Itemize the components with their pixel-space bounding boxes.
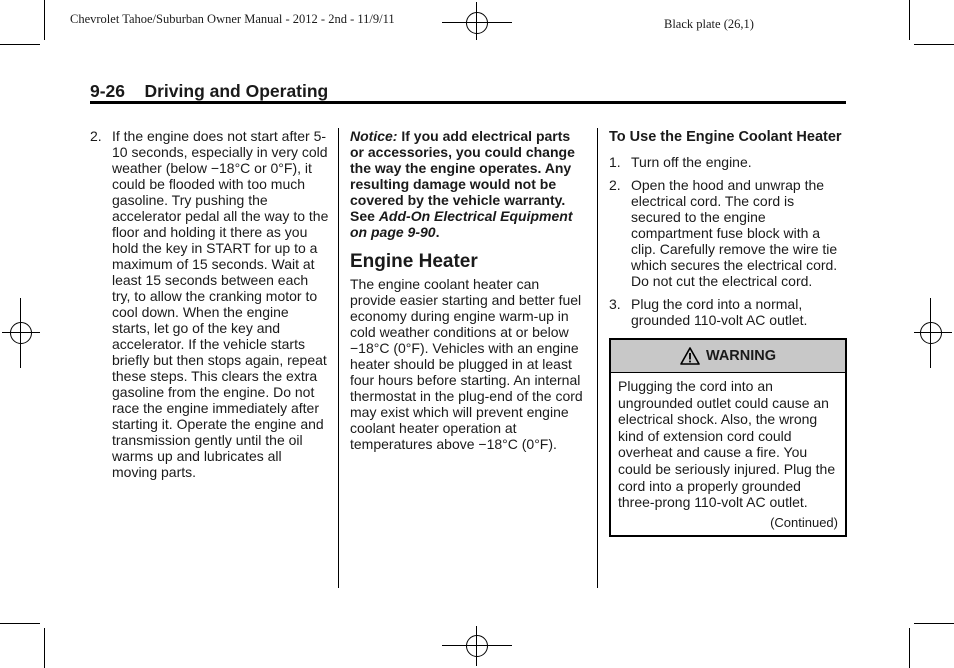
- list-item: [609, 177, 845, 289]
- continued-label: (Continued): [770, 514, 838, 530]
- list-item-number: 2.: [609, 177, 621, 193]
- warning-label: WARNING: [705, 348, 777, 364]
- warning-header: [611, 340, 845, 373]
- column-divider-2: [597, 128, 598, 588]
- list-item-text: Plug the cord into a normal, grounded 110-volt AC outlet.: [631, 296, 808, 328]
- section-name: Driving and Operating: [144, 81, 329, 101]
- list-item-text: Turn off the engine.: [631, 154, 752, 170]
- notice-end: .: [435, 224, 440, 240]
- warning-body: [611, 373, 845, 535]
- list-item: [90, 128, 330, 480]
- engine-heater-heading: Engine Heater: [350, 251, 478, 272]
- list-item-number: 3.: [609, 296, 621, 312]
- engine-heater-paragraph: The engine coolant heater can provide easier starting and better fuel economy during engine warm-up in cold weather conditions at or below −18°C (0°F). Vehicles with an engine heater should be plugged in at least four hours before starting. An internal thermostat in the plug-end of the cord may exist which will prevent engine coolant heater operation at temperatures above −18°C (0°F).: [350, 276, 583, 452]
- print-header-left: Chevrolet Tahoe/Suburban Owner Manual - 2012 - 2nd - 11/9/11: [70, 12, 395, 26]
- page-number: 9-26: [90, 81, 126, 101]
- notice-label: Notice:: [350, 128, 398, 144]
- notice: [350, 128, 585, 240]
- warning-triangle-icon: [680, 347, 700, 365]
- section-title: [90, 81, 328, 102]
- column-3: [609, 128, 845, 537]
- warning-box: [609, 338, 847, 537]
- list-item-text: If the engine does not start after 5-10 seconds, especially in very cold weather (below −18°C or 0°F), it could be flooded with too much gasoline. Try pushing the accelerator pedal all the way to the floor and holding it there as you hold the key in START for up to a maximum of 15 seconds. Wait at least 15 seconds between each try, to allow the cranking motor to cool down. When the engine starts, let go of the key and accelerator. If the vehicle starts briefly but then stops again, repeat these steps. This clears the extra gasoline from the engine. Do not race the engine immediately after starting it. Operate the engine and transmission gently until the oil warms up and lubricates all moving parts.: [112, 128, 329, 480]
- column-divider-1: [338, 128, 339, 588]
- list-item-number: 2.: [90, 128, 102, 144]
- list-item: [609, 296, 845, 328]
- section-rule: [90, 101, 846, 104]
- column-2: [350, 128, 585, 452]
- warning-text: Plugging the cord into an ungrounded outlet could cause an electrical shock. Also, the wrong kind of extension cord could overheat and cause a fire. You could be seriously injured. Plug the cord into a properly grounded three-prong 110-volt AC outlet.: [618, 378, 836, 511]
- list-item: [609, 154, 845, 170]
- notice-cross-reference: Add-On Electrical Equipment on page 9-90: [350, 208, 573, 240]
- list-item-text: Open the hood and unwrap the electrical cord. The cord is secured to the engine compartment fuse block with a clip. Carefully remove the wire tie which secures the electrical cord. Do not cut the electrical cord.: [631, 177, 838, 289]
- list-item-number: 1.: [609, 154, 621, 170]
- coolant-heater-heading: To Use the Engine Coolant Heater: [609, 129, 842, 145]
- print-header-right: Black plate (26,1): [664, 17, 754, 31]
- notice-text: If you add electrical parts or accessories, you could change the way the engine operates. Any resulting damage would not be covered by the vehicle warranty. See: [350, 128, 575, 224]
- column-1: [90, 128, 330, 487]
